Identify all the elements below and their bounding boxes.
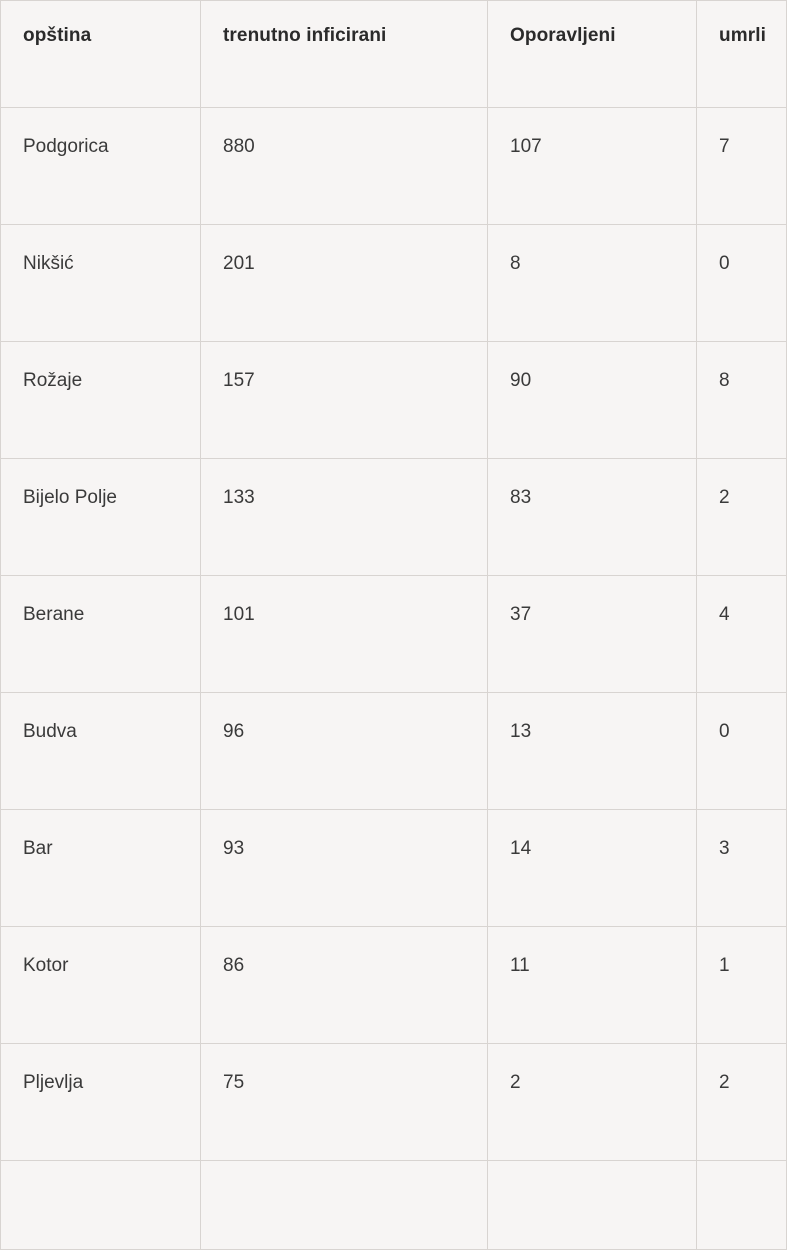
municipality-value: Berane <box>23 604 85 625</box>
cell-deceased <box>697 1044 787 1161</box>
currently-infected-value: 201 <box>223 253 255 274</box>
cell-recovered <box>488 225 697 342</box>
deceased-value: 0 <box>719 721 730 742</box>
cell-municipality <box>1 810 201 927</box>
cell-deceased <box>697 459 787 576</box>
cell-currently-infected <box>201 225 488 342</box>
municipality-value: Kotor <box>23 955 69 976</box>
cell-municipality <box>1 1161 201 1250</box>
cell-recovered <box>488 108 697 225</box>
table-body <box>1 108 787 1250</box>
cell-municipality <box>1 108 201 225</box>
table-row <box>1 225 787 342</box>
column-header-recovered <box>488 1 697 108</box>
recovered-value: 2 <box>510 1072 521 1093</box>
cell-deceased <box>697 693 787 810</box>
currently-infected-value: 75 <box>223 1072 245 1093</box>
municipality-value: Bijelo Polje <box>23 487 117 508</box>
municipality-value: Budva <box>23 721 77 742</box>
table-row <box>1 810 787 927</box>
table-row <box>1 108 787 225</box>
recovered-value: 13 <box>510 721 532 742</box>
deceased-value: 0 <box>719 253 730 274</box>
cell-municipality <box>1 342 201 459</box>
municipality-value: Podgorica <box>23 136 109 157</box>
cell-currently-infected <box>201 342 488 459</box>
cell-municipality <box>1 225 201 342</box>
deceased-value: 4 <box>719 604 730 625</box>
cell-currently-infected <box>201 108 488 225</box>
cell-deceased <box>697 576 787 693</box>
cell-deceased <box>697 1161 787 1250</box>
currently-infected-value: 93 <box>223 838 245 859</box>
municipality-value: Rožaje <box>23 370 83 391</box>
deceased-value: 3 <box>719 838 730 859</box>
recovered-value: 37 <box>510 604 532 625</box>
cell-deceased <box>697 108 787 225</box>
table-header <box>1 1 787 108</box>
column-header-deceased-label: umrli <box>719 25 766 46</box>
cell-deceased <box>697 342 787 459</box>
currently-infected-value: 157 <box>223 370 255 391</box>
cell-recovered <box>488 342 697 459</box>
table-row <box>1 459 787 576</box>
cell-currently-infected <box>201 927 488 1044</box>
cell-deceased <box>697 927 787 1044</box>
cell-recovered <box>488 459 697 576</box>
cell-deceased <box>697 810 787 927</box>
cell-recovered <box>488 576 697 693</box>
cell-currently-infected <box>201 1161 488 1250</box>
column-header-deceased <box>697 1 787 108</box>
table-row <box>1 1161 787 1250</box>
recovered-value: 14 <box>510 838 532 859</box>
municipality-value: Pljevlja <box>23 1072 84 1093</box>
deceased-value: 1 <box>719 955 730 976</box>
currently-infected-value: 86 <box>223 955 245 976</box>
table-row <box>1 342 787 459</box>
recovered-value: 8 <box>510 253 521 274</box>
column-header-municipality-label: opština <box>23 25 92 46</box>
table-row <box>1 1044 787 1161</box>
recovered-value: 90 <box>510 370 532 391</box>
cell-recovered <box>488 1044 697 1161</box>
column-header-recovered-label: Oporavljeni <box>510 25 616 46</box>
cell-currently-infected <box>201 1044 488 1161</box>
recovered-value: 107 <box>510 136 542 157</box>
deceased-value: 2 <box>719 487 730 508</box>
cell-municipality <box>1 459 201 576</box>
municipality-value: Bar <box>23 838 53 859</box>
table-row <box>1 576 787 693</box>
cell-municipality <box>1 927 201 1044</box>
cell-currently-infected <box>201 576 488 693</box>
cell-municipality <box>1 576 201 693</box>
currently-infected-value: 880 <box>223 136 255 157</box>
cell-municipality <box>1 1044 201 1161</box>
cell-currently-infected <box>201 810 488 927</box>
recovered-value: 83 <box>510 487 532 508</box>
cell-municipality <box>1 693 201 810</box>
cell-recovered <box>488 810 697 927</box>
table-row <box>1 693 787 810</box>
recovered-value: 11 <box>510 955 530 976</box>
cell-recovered <box>488 1161 697 1250</box>
currently-infected-value: 133 <box>223 487 255 508</box>
cell-currently-infected <box>201 459 488 576</box>
cell-deceased <box>697 225 787 342</box>
column-header-currently-infected <box>201 1 488 108</box>
municipality-value: Nikšić <box>23 253 74 274</box>
table-header-row <box>1 1 787 108</box>
deceased-value: 7 <box>719 136 730 157</box>
cell-currently-infected <box>201 693 488 810</box>
currently-infected-value: 101 <box>223 604 255 625</box>
column-header-currently-infected-label: trenutno inficirani <box>223 25 387 46</box>
cell-recovered <box>488 693 697 810</box>
deceased-value: 2 <box>719 1072 730 1093</box>
currently-infected-value: 96 <box>223 721 245 742</box>
column-header-municipality <box>1 1 201 108</box>
table-row <box>1 927 787 1044</box>
cell-recovered <box>488 927 697 1044</box>
deceased-value: 8 <box>719 370 730 391</box>
